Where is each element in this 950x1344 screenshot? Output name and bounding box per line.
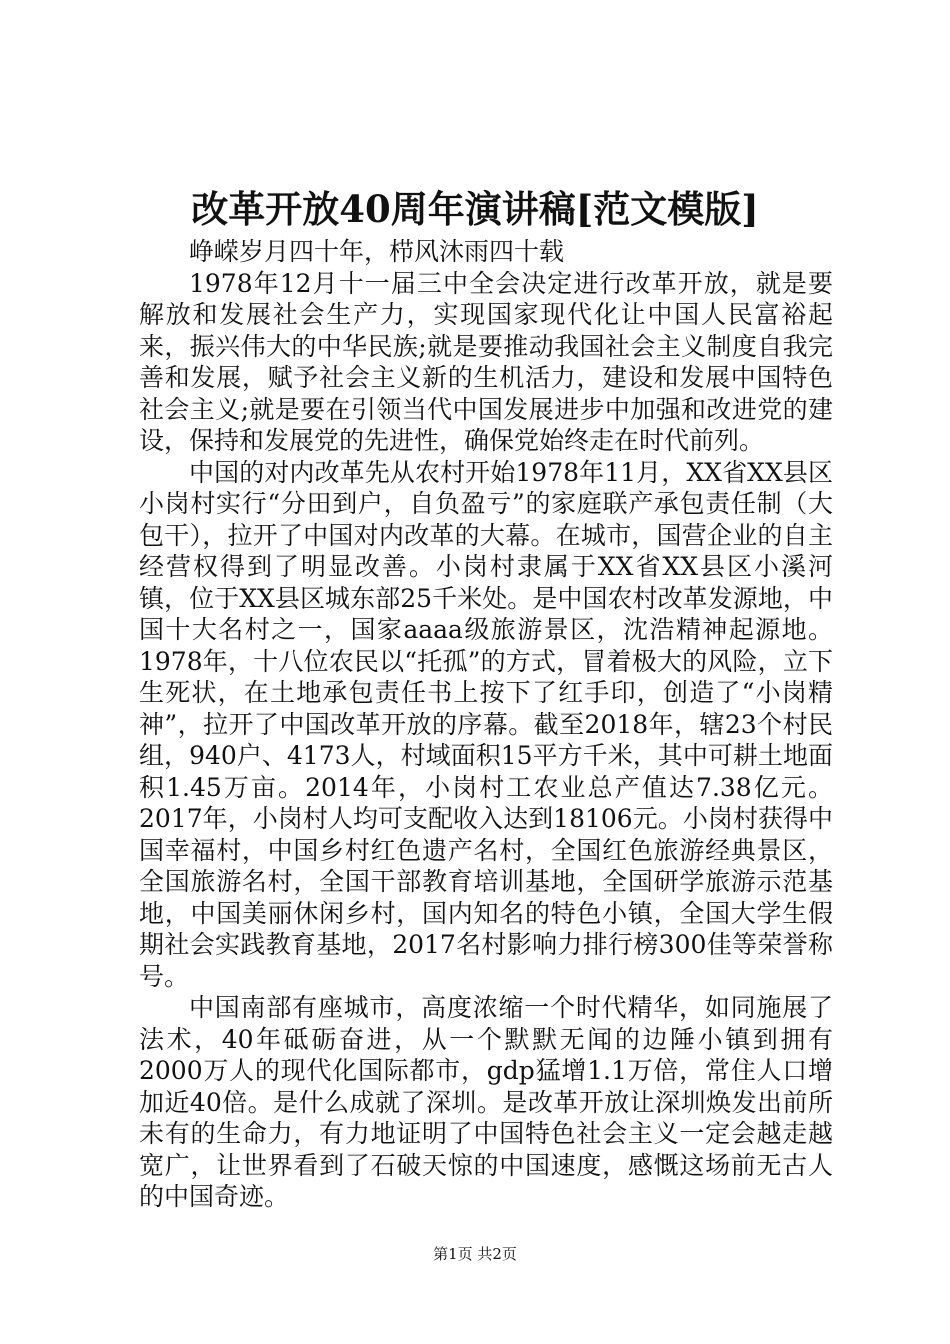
page-footer: 第1页 共2页 bbox=[433, 1245, 517, 1263]
paragraph-subtitle: 峥嵘岁月四十年，栉风沐雨四十载 bbox=[189, 237, 565, 266]
paragraph-shenzhen: 中国南部有座城市，高度浓缩一个时代精华，如同施展了法术，40年砥砺奋进，从一个默默无闻的边陲小镇到拥有2000万人的现代化国际都市，gdp猛增1.1万倍，常住人口增加近40倍。是什么成就了深圳。是改革开放让深圳焕发出前所未有的生命力，有力地证明了中国特色社会主义一定会越走越宽广，让世界看到了石破天惊的中国速度，感慨这场前无古人的中国奇迹。 bbox=[139, 993, 833, 1211]
document-title: 改革开放40周年演讲稿[范文模版] bbox=[191, 187, 759, 231]
document-body bbox=[139, 236, 833, 1213]
paragraph-reform-decision: 1978年12月十一届三中全会决定进行改革开放，就是要解放和发展社会生产力，实现国家现代化让中国人民富裕起来，振兴伟大的中华民族;就是要推动我国社会主义制度自我完善和发展，赋予社会主义新的生机活力，建设和发展中国特色社会主义;就是要在引领当代中国发展进步中加强和改进党的建设，保持和发展党的先进性，确保党始终走在时代前列。 bbox=[139, 268, 833, 455]
paragraph-xiaogang-village: 中国的对内改革先从农村开始1978年11月，XX省XX县区小岗村实行“分田到户，自负盈亏”的家庭联产承包责任制（大包干），拉开了中国对内改革的大幕。在城市，国营企业的自主经营权得到了明显改善。小岗村隶属于XX省XX县区小溪河镇，位于XX县区城东部25千米处。是中国农村改革发源地，中国十大名村之一，国家aaaa级旅游景区，沈浩精神起源地。1978年，十八位农民以“托孤”的方式，冒着极大的风险，立下生死状，在土地承包责任书上按下了红手印，创造了“小岗精神”，拉开了中国改革开放的序幕。截至2018年，辖23个村民组，940户、4173人，村域面积15平方千米，其中可耕土地面积1.45万亩。2014年，小岗村工农业总产值达7.38亿元。2017年，小岗村人均可支配收入达到18106元。小岗村获得中国幸福村，中国乡村红色遗产名村，全国红色旅游经典景区，全国旅游名村，全国干部教育培训基地，全国研学旅游示范基地，中国美丽休闲乡村，国内知名的特色小镇，全国大学生假期社会实践教育基地，2017名村影响力排行榜300佳等荣誉称号。 bbox=[139, 457, 833, 991]
